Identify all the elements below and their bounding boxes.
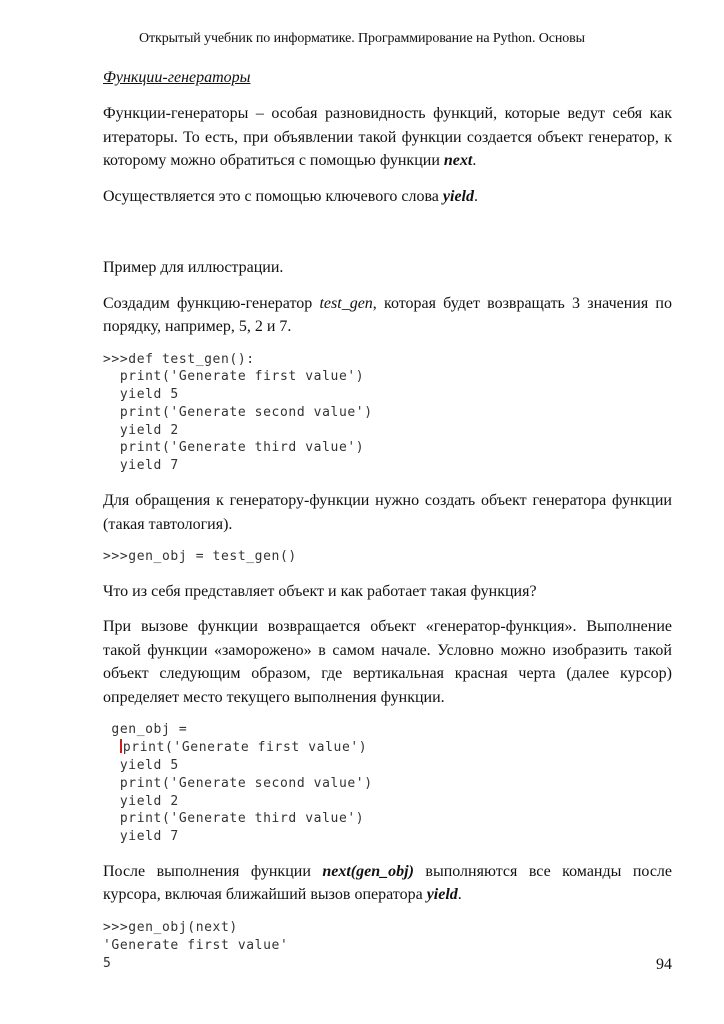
page-content (103, 68, 672, 986)
paragraph-explanation: При вызове функции возвращается объект «генератор-функция». Выполнение такой функции «заморожено» в самом начале. Условно можно изобразить такой объект следующим образом, где вертикальная красная черта (далее курсор) определяет место текущего выполнения функции. (103, 618, 672, 706)
paragraph-access: Для обращения к генератору-функции нужно создать объект генератора функции (такая тавтология). (103, 492, 672, 533)
page-number: 94 (656, 956, 672, 973)
code-block-create-object: >>>gen_obj = test_gen() (103, 549, 297, 565)
term-test-gen: test_gen (319, 294, 373, 312)
term-yield-2: yield (426, 886, 458, 904)
running-header: Открытый учебник по информатике. Программирование на Python. Основы (139, 31, 585, 46)
term-next-call: next(gen_obj) (322, 862, 414, 880)
paragraph-yield: Осуществляется это с помощью ключевого слова yield. (103, 187, 478, 205)
execution-cursor (120, 739, 122, 753)
term-next: next (443, 152, 473, 169)
paragraph-intro: Функции-генераторы – особая разновидность функций, которые ведут себя как итераторы. То есть, при объявлении такой функции создается объект генератор, к которому можно обратиться с помощью функции next. (103, 105, 672, 169)
term-yield: yield (442, 187, 474, 205)
paragraph-create: Создадим функцию-генератор test_gen, которая будет возвращать 3 значения по порядку, например, 5, 2 и 7. (103, 294, 672, 335)
code-block-next-output: >>>gen_obj(next) 'Generate first value' 5 (103, 919, 289, 971)
paragraph-example: Пример для иллюстрации. (103, 259, 284, 276)
paragraph-after-next: После выполнения функции next(gen_obj) выполняются все команды после курсора, включая ближайший вызов оператора yield. (103, 862, 673, 904)
section-heading: Функции-генераторы (103, 69, 251, 86)
code-block-frozen-state: gen_obj = print('Generate first value') yield 5 print('Generate second value') yield 2 print('Generate third value') yield 7 (111, 722, 373, 845)
code-block-definition: >>>def test_gen(): print('Generate first value') yield 5 print('Generate second value') yield 2 print('Generate third value') yield 7 (103, 351, 373, 474)
paragraph-question: Что из себя представляет объект и как работает такая функция? (103, 582, 537, 600)
